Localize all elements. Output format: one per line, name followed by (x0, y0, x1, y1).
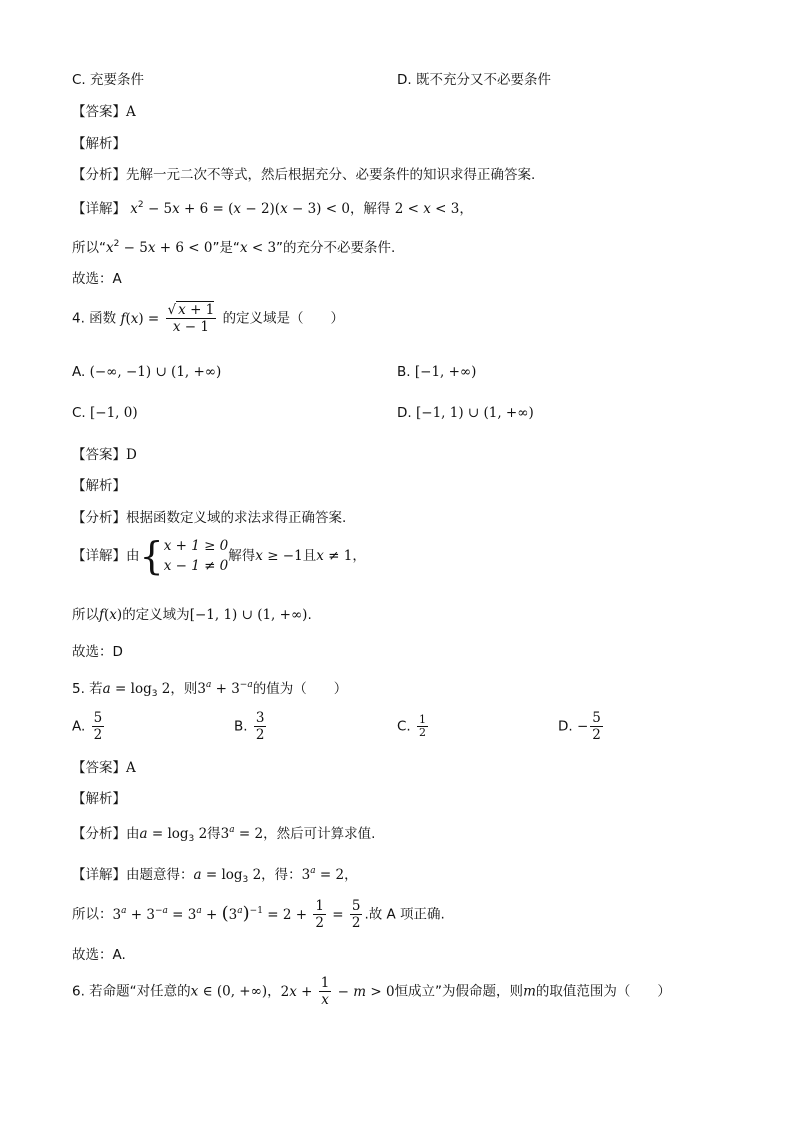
q3-option-d (397, 68, 551, 88)
q4-stem (72, 302, 344, 335)
option-text: C. 充要条件 (72, 72, 145, 88)
brace: { (139, 534, 164, 578)
choose-text: 故选：A (72, 271, 122, 287)
option-label: B. (397, 364, 411, 380)
xiangjie-label: 【详解】 (72, 548, 126, 564)
fraction: $\frac{5}{2}$ (93, 710, 103, 743)
q5-so (72, 898, 445, 931)
option-math: [−1, 0) (90, 405, 138, 421)
fraction: $\frac{5}{2}$ (592, 710, 601, 743)
fenxi-text: 先解一元二次不等式，然后根据充分、必要条件的知识求得正确答案. (126, 167, 536, 183)
stem-text: 的取值范围为（ ） (535, 983, 671, 1000)
domain-set: [−1, 1) ∪ (1, +∞) (189, 607, 308, 623)
q3-analysis-heading (72, 132, 126, 152)
inequality: x ≠ 1 (316, 548, 353, 564)
fraction: $\frac{√ x + 1}{x - 1}$ (167, 302, 215, 335)
stem-text: 的值为（ ） (252, 681, 348, 697)
choose-text: 故选：A. (72, 947, 126, 963)
q5-option-b (234, 710, 268, 743)
q6-stem (72, 975, 671, 1008)
xiangjie-text: ， (344, 867, 358, 883)
option-label: C. (72, 405, 86, 421)
minus-sign: − (576, 718, 589, 735)
q5-option-c (397, 714, 430, 739)
q5-analysis-heading (72, 787, 126, 807)
inequality: x < 3 (239, 240, 277, 256)
derived-expr: $3^a = 2$ (220, 825, 264, 842)
given-expr: $a = \log_3 2$ (139, 826, 208, 844)
q3-option-c (72, 68, 144, 88)
given-expr: $a = \log_3 2$ (193, 867, 262, 885)
inequality: 2x + $\frac{1}{x}$ − m > 0 (280, 975, 395, 1008)
answer-value: A (126, 104, 136, 120)
xiangjie-text: ， (352, 548, 366, 564)
fenxi-label: 【分析】 (72, 826, 126, 842)
q4-choose (72, 640, 123, 660)
conclusion-text: 的定义域为 (122, 607, 190, 623)
equation-system: x + 1 ≥ 0 x − 1 ≠ 0 (163, 538, 229, 574)
set-expr: x ∈ (0, +∞) (190, 983, 268, 1000)
calculation: $3^a + 3^{-a} = 3^a + (3^a)^{-1} = 2$ + $\frac{1}{2}$ = $\frac{5}{2}$ (112, 898, 361, 931)
stem-text: 的定义域是（ ） (222, 310, 345, 327)
xiangjie-text: 由 (126, 548, 140, 564)
q3-answer (72, 100, 136, 120)
q4-option-b (397, 364, 476, 380)
derived-expr: $3^a = 2$ (301, 866, 345, 883)
so-text: 所以： (72, 906, 113, 923)
xiangjie-label: 【详解】 (72, 201, 126, 217)
xiangjie-text: 由题意得： (126, 867, 194, 883)
fenxi-label: 【分析】 (72, 167, 126, 183)
stem-text: 恒成立”为假命题，则 (394, 983, 524, 1000)
fenxi-label: 【分析】 (72, 510, 126, 526)
option-label: D. (397, 405, 412, 421)
analysis-label: 【解析】 (72, 136, 126, 152)
option-math: [−1, 1) ∪ (1, +∞) (415, 405, 534, 421)
q5-xiangjie (72, 863, 358, 885)
stem-text: 6. 若命题“对任意的 (72, 983, 191, 1000)
answer-value: D (126, 447, 137, 463)
given-expr: $a = \log_3 2$ (102, 681, 171, 699)
conclusion-text: ”的充分不必要条件. (276, 240, 396, 256)
q5-fenxi (72, 822, 375, 844)
stem-text: 5. 若 (72, 681, 103, 697)
analysis-label: 【解析】 (72, 791, 126, 807)
xiangjie-label: 【详解】 (72, 867, 126, 883)
option-text: D. 既不充分又不必要条件 (397, 72, 551, 88)
q3-xiangjie: 【详解】 $x^2 - 5x + 6 = (x - 2)(x - 3) < 0$，解得 2 < x < 3， (72, 200, 473, 217)
fraction: $\frac{1}{2}$ (419, 713, 427, 739)
fraction: $\frac{3}{2}$ (255, 710, 265, 743)
xiangjie-tail: ，解得 (349, 201, 391, 217)
conclusion-text: 所以 (72, 607, 99, 623)
option-label: B. (234, 718, 248, 735)
solution-range: 2 < x < 3 (394, 201, 460, 217)
option-math: (−∞, −1) ∪ (1, +∞) (89, 364, 222, 380)
option-label: A. (72, 718, 86, 735)
answer-label: 【答案】 (72, 760, 126, 776)
stem-text: 4. 函数 (72, 310, 117, 327)
variable-m: m (523, 983, 536, 1000)
conclusion-text: ”是“ (212, 240, 240, 256)
q5-option-d (558, 710, 605, 743)
answer-label: 【答案】 (72, 104, 126, 120)
q4-option-d (397, 405, 534, 421)
q3-choose (72, 267, 122, 287)
conclusion-text: . (307, 607, 312, 623)
equation: $x^2 - 5x + 6 = (x - 2)(x - 3) < 0$ (130, 200, 350, 217)
target-expr: $3^a + 3^{-a}$ (197, 680, 253, 697)
q4-fenxi (72, 506, 346, 526)
xiangjie-text: ，得： (261, 867, 302, 883)
q5-option-a (72, 710, 106, 743)
option-label: D. (558, 718, 573, 735)
function-name: f(x) (99, 607, 123, 623)
fenxi-text: 得 (207, 826, 221, 842)
q5-stem (72, 677, 347, 699)
stem-text: ，则 (170, 681, 198, 697)
q4-xiangjie (72, 536, 366, 576)
analysis-label: 【解析】 (72, 478, 126, 494)
answer-label: 【答案】 (72, 447, 126, 463)
q4-conclusion (72, 603, 312, 623)
inequality: x ≥ −1 (255, 548, 303, 564)
q4-option-c (72, 405, 138, 421)
q4-answer (72, 443, 137, 463)
q3-fenxi (72, 163, 535, 183)
xiangjie-text: 解得 (228, 548, 256, 564)
function-def: f(x) = $\frac{√ x + 1}{x - 1}$ (120, 302, 215, 335)
fenxi-text: ，然后可计算求值. (263, 826, 376, 842)
fenxi-text: 根据函数定义域的求法求得正确答案. (126, 510, 347, 526)
option-label: A. (72, 364, 86, 380)
q5-choose (72, 943, 126, 963)
q5-answer (72, 756, 136, 776)
stem-text: ， (267, 983, 281, 1000)
so-text: .故 A 项正确. (364, 906, 445, 923)
option-math: [−1, +∞) (414, 364, 477, 380)
choose-text: 故选：D (72, 644, 123, 660)
option-label: C. (397, 718, 411, 735)
answer-value: A (126, 760, 136, 776)
fenxi-text: 由 (126, 826, 140, 842)
q4-option-a (72, 364, 221, 380)
q3-conclusion (72, 236, 395, 256)
xiangjie-text: 且 (302, 548, 317, 564)
q4-analysis-heading (72, 474, 126, 494)
inequality: $x^2 - 5x + 6 < 0$ (106, 239, 213, 256)
conclusion-text: 所以“ (72, 240, 106, 256)
